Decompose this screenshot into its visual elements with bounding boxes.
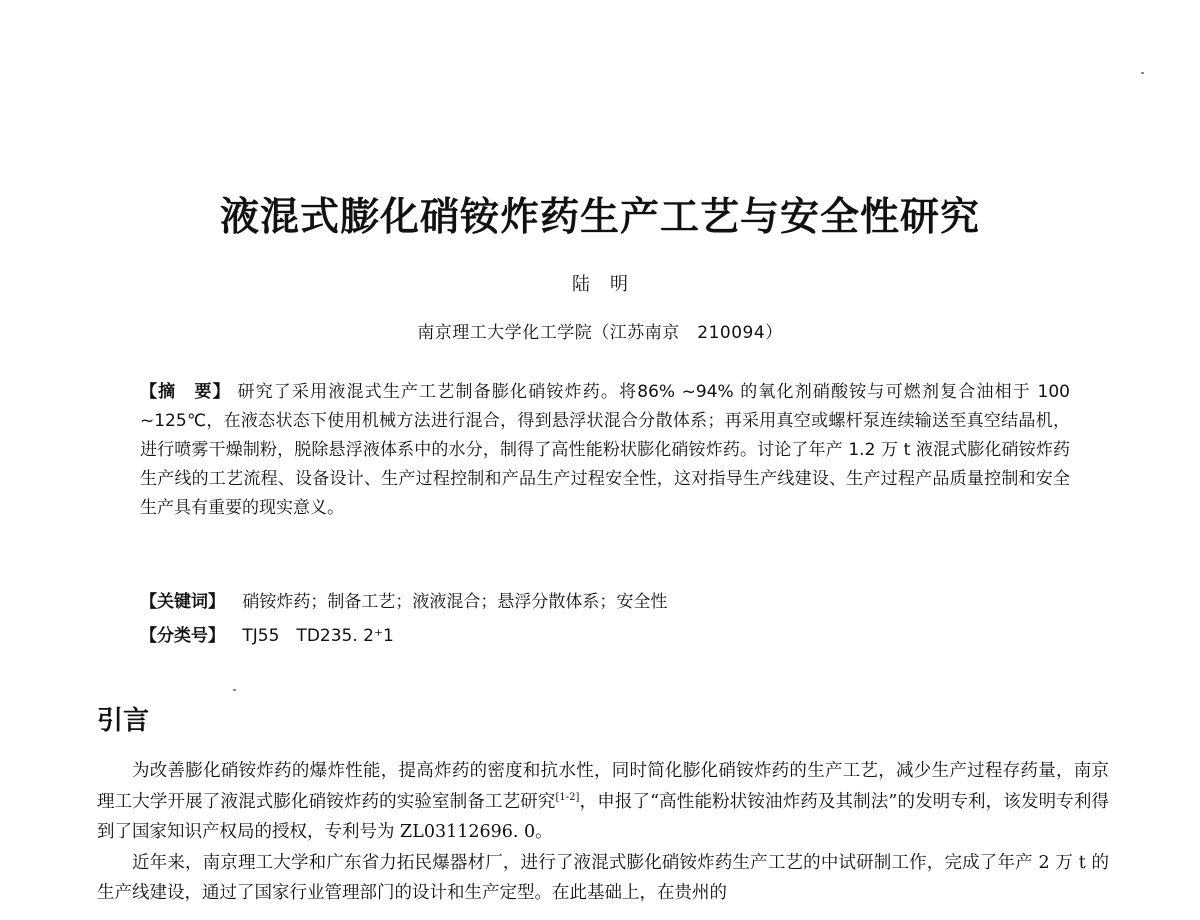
abstract-text: 研究了采用液混式生产工艺制备膨化硝铵炸药。将86% ~94% 的氧化剂硝酸铵与可燃剂复合油相于 100 ~125℃，在液态状态下使用机械方法进行混合，得到悬浮状混合分散体系；再采用真空或螺杆泵连续输送至真空结晶机，进行喷雾干燥制粉，脱除悬浮液体系中的水分，制得了高性能粉状膨化硝铵炸药。讨论了年产 1.2 万 t 液混式膨化硝铵炸药生产线的工艺流程、设备设计、生产过程控制和产品生产过程安全性，这对指导生产线建设、生产过程产品质量控制和安全生产具有重要的现实意义。 — [140, 382, 1070, 518]
keywords-text: 硝铵炸药；制备工艺；液液混合；悬浮分散体系；安全性 — [242, 592, 668, 612]
classification-number — [140, 621, 1070, 646]
paper-title: 液混式膨化硝铵炸药生产工艺与安全性研究 — [219, 194, 980, 240]
paragraph-1-text-b: ，申报了“高性能粉状铵油炸药及其制法”的发明专利，该发明专利得到了国家知识产权局的授权，专利号为 ZL03112696. 0。 — [97, 791, 1109, 842]
paragraph-1 — [97, 756, 1109, 848]
section-body — [97, 756, 1109, 909]
affiliation: 南京理工大学化工学院（江苏南京 210094） — [417, 323, 783, 343]
scan-speck — [233, 689, 236, 691]
paragraph-2: 近年来，南京理工大学和广东省力拓民爆器材厂，进行了液混式膨化硝铵炸药生产工艺的中试研制工作，完成了年产 2 万 t 的生产线建设，通过了国家行业管理部门的设计和生产定型。在此基础上，在贵州的 — [97, 852, 1109, 903]
scan-speck — [1141, 72, 1144, 74]
abstract — [140, 378, 1070, 523]
keywords — [140, 587, 1070, 612]
paragraph-1-text-a: 为改善膨化硝铵炸药的爆炸性能，提高炸药的密度和抗水性，同时简化膨化硝铵炸药的生产工艺，减少生产过程存药量，南京理工大学开展了液混式膨化硝铵炸药的实验室制备工艺研究 — [97, 761, 1109, 812]
citation-ref: [1-2] — [555, 791, 580, 803]
classification-text: TJ55 TD235. 2⁺1 — [242, 626, 394, 646]
classification-label: 【分类号】 — [140, 626, 225, 646]
abstract-label: 【摘 要】 — [140, 382, 231, 402]
section-heading: 引言 — [97, 706, 150, 736]
keywords-label: 【关键词】 — [140, 592, 225, 612]
author-name: 陆明 — [572, 274, 648, 295]
